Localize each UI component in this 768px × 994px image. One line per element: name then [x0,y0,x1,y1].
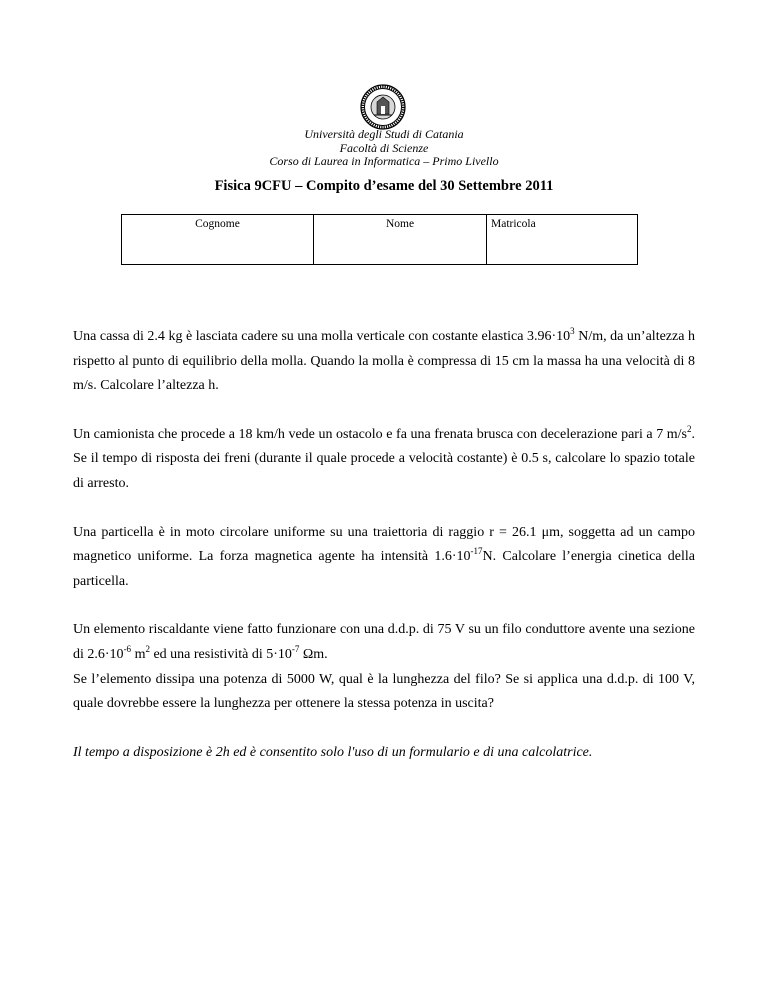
matricola-label: Matricola [491,218,536,230]
exam-instructions: Il tempo a disposizione è 2h ed è consentito solo l'uso di un formulario e di una calcolatrice. [73,744,593,760]
nome-field[interactable] [314,215,487,265]
student-id-table [121,214,638,265]
problem-1: Una cassa di 2.4 kg è lasciata cadere su una molla verticale con costante elastica $3.96\cdot 10^3$ N/m, da un’altezza h rispetto al punto di equilibrio della molla. Quando la molla è compressa di 15 cm la massa ha una velocità di 8 m/s. Calcolare l’altezza h. [73,326,695,394]
cognome-label: Cognome [195,218,240,230]
course-name: Corso di Laurea in Informatica – Primo Livello [269,154,499,168]
university-name: Università degli Studi di Catania [304,127,464,141]
problem-4: Un elemento riscaldante viene fatto funzionare con una d.d.p. di 75 V su un filo conduttore avente una sezione di $2.6\cdot 10^{-6}$ $m^2$ ed una resistività di $5\cdot 10^{-7}$ Ωm. [73,622,695,662]
problem-2: Un camionista che procede a 18 km/h vede un ostacolo e fa una frenata brusca con decelerazione pari a 7 $m/s^2$. Se il tempo di risposta dei freni (durante il quale procede a velocità costante) è 0.5 s, calcolare lo spazio totale di arresto. [73,423,695,491]
faculty-name: Facoltà di Scienze [339,140,429,155]
matricola-field[interactable] [487,215,638,265]
nome-label: Nome [385,218,415,230]
university-seal-icon [360,84,406,130]
cognome-field[interactable] [122,215,314,265]
exam-title: Fisica 9CFU – Compito d’esame del 30 Settembre 2011 [214,178,554,194]
problem-list [73,325,695,765]
problem-3: Una particella è in moto circolare uniforme su una traiettoria di raggio r = 26.1 μm, soggetta ad un campo magnetico uniforme. La forza magnetica agente ha intensità $1.6\cdot 10^{-17}N$. Calcolare l’energia cinetica della particella. [73,524,696,589]
problem-4-question: Se l’elemento dissipa una potenza di 5000 W, qual è la lunghezza del filo? Se si applica una d.d.p. di 100 V, quale dovrebbe essere la lunghezza per ottenere la stessa potenza in uscita? [73,671,695,712]
institution-header [0,128,768,169]
